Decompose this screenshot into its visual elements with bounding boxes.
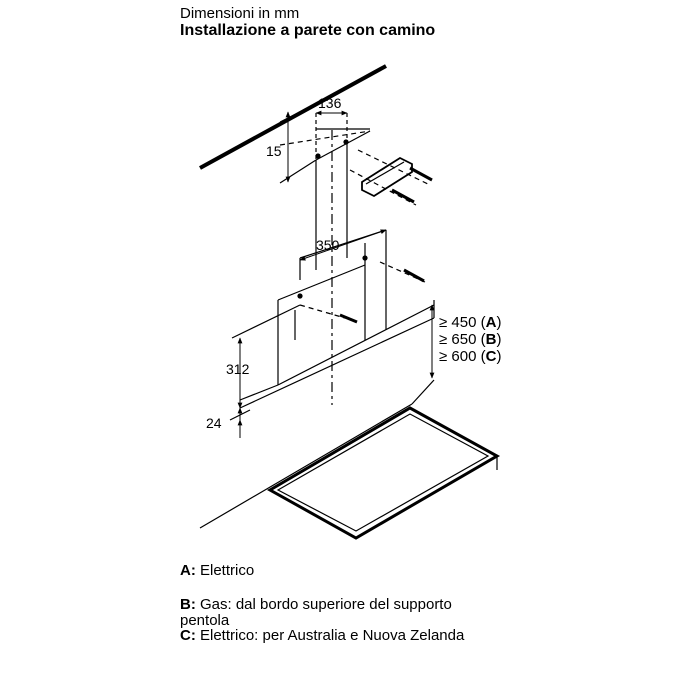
clearance-C-value: ≥ 600 ( xyxy=(439,348,486,365)
ceiling-line xyxy=(200,66,386,168)
legend-item-B xyxy=(180,597,500,629)
hood-body xyxy=(230,300,434,420)
top-bracket xyxy=(280,113,432,205)
dim-312-label: 312 xyxy=(226,361,250,377)
legend-text-C: Elettrico: per Australia e Nuova Zelanda xyxy=(200,627,465,644)
clearance-B-key: B xyxy=(485,331,497,348)
clearance-C-close: ) xyxy=(496,348,502,365)
clearance-A xyxy=(439,314,501,331)
cooktop xyxy=(200,380,497,538)
legend-item-A xyxy=(180,563,254,579)
legend-text-A: Elettrico xyxy=(200,562,255,579)
clearance-C-key: C xyxy=(485,348,497,365)
dim-15-label: 15 xyxy=(266,143,282,159)
legend-text-B: Gas: dal bordo superiore del supporto pentola xyxy=(180,596,452,629)
subtitle: Dimensioni in mm xyxy=(180,5,300,22)
page-title: Installazione a parete con camino xyxy=(180,22,436,39)
dim-136-label: 136 xyxy=(318,95,342,111)
clearance-B xyxy=(439,331,501,348)
clearance-B-close: ) xyxy=(496,331,502,348)
legend-item-C xyxy=(180,628,464,644)
clearance-A-close: ) xyxy=(496,314,502,331)
legend-key-A: A: xyxy=(180,562,196,579)
dim-350-label: 350 xyxy=(316,237,340,253)
clearance-B-value: ≥ 650 ( xyxy=(439,331,486,348)
legend-key-B: B: xyxy=(180,596,196,613)
legend-key-C: C: xyxy=(180,627,196,644)
clearance-A-key: A xyxy=(485,314,497,331)
clearance-A-value: ≥ 450 ( xyxy=(439,314,486,331)
dim-24-label: 24 xyxy=(206,415,222,431)
clearance-C xyxy=(439,348,501,365)
